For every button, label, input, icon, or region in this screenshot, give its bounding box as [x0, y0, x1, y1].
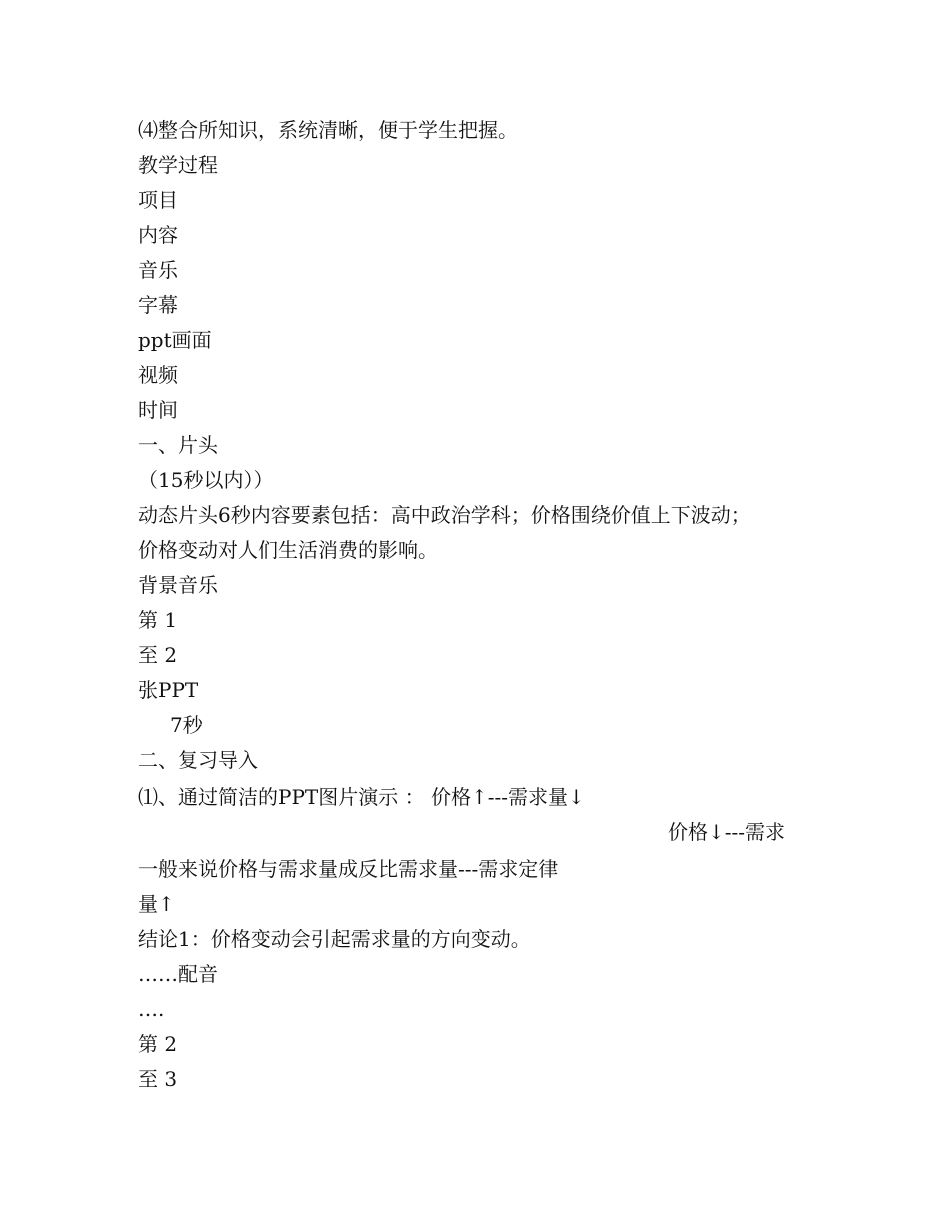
text-line-opening-elements-cont: 价格变动对人们生活消费的影响。	[138, 538, 438, 562]
text-line-item: 项目	[138, 188, 178, 212]
text-line-section-review: 二、复习导入	[138, 748, 258, 772]
text-line-background-music: 背景音乐	[138, 573, 218, 597]
text-line-integration: ⑷整合所知识，系统清晰，便于学生把握。	[138, 118, 518, 142]
text-line-slide-from-2: 第 2	[138, 1032, 178, 1056]
text-line-quantity-up: 量↑	[138, 892, 175, 916]
text-line-ppt-screen: ppt画面	[138, 328, 212, 352]
text-line-slide-to-3: 至 3	[138, 1067, 178, 1091]
text-line-time: 时间	[138, 398, 178, 422]
text-line-opening-elements: 动态片头6秒内容要素包括：高中政治学科；价格围绕价值上下波动；	[138, 503, 751, 527]
text-line-conclusion-1: 结论1：价格变动会引起需求量的方向变动。	[138, 927, 531, 951]
text-line-music: 音乐	[138, 258, 178, 282]
text-line-slide-to-2: 至 2	[138, 643, 178, 667]
text-line-video: 视频	[138, 363, 178, 387]
text-line-voiceover: ……配音	[138, 962, 218, 986]
text-line-inverse-relation: 一般来说价格与需求量成反比需求量---需求定律	[138, 857, 559, 881]
text-line-ppt-demo: ⑴、通过简洁的PPT图片演示 ： 价格↑---需求量↓	[138, 785, 585, 809]
text-line-opening-duration: （15秒以内））	[138, 468, 274, 492]
text-line-teaching-process: 教学过程	[138, 153, 218, 177]
text-line-subtitle: 字幕	[138, 293, 178, 317]
text-line-ellipsis: ….	[138, 997, 165, 1021]
text-line-content: 内容	[138, 223, 178, 247]
text-line-price-down: 价格↓---需求	[668, 820, 786, 844]
text-line-slide-from-1: 第 1	[138, 608, 178, 632]
text-line-ppt-count: 张PPT	[138, 678, 199, 702]
text-line-seven-seconds: 7秒	[170, 713, 203, 737]
text-line-section-opening: 一、片头	[138, 433, 218, 457]
